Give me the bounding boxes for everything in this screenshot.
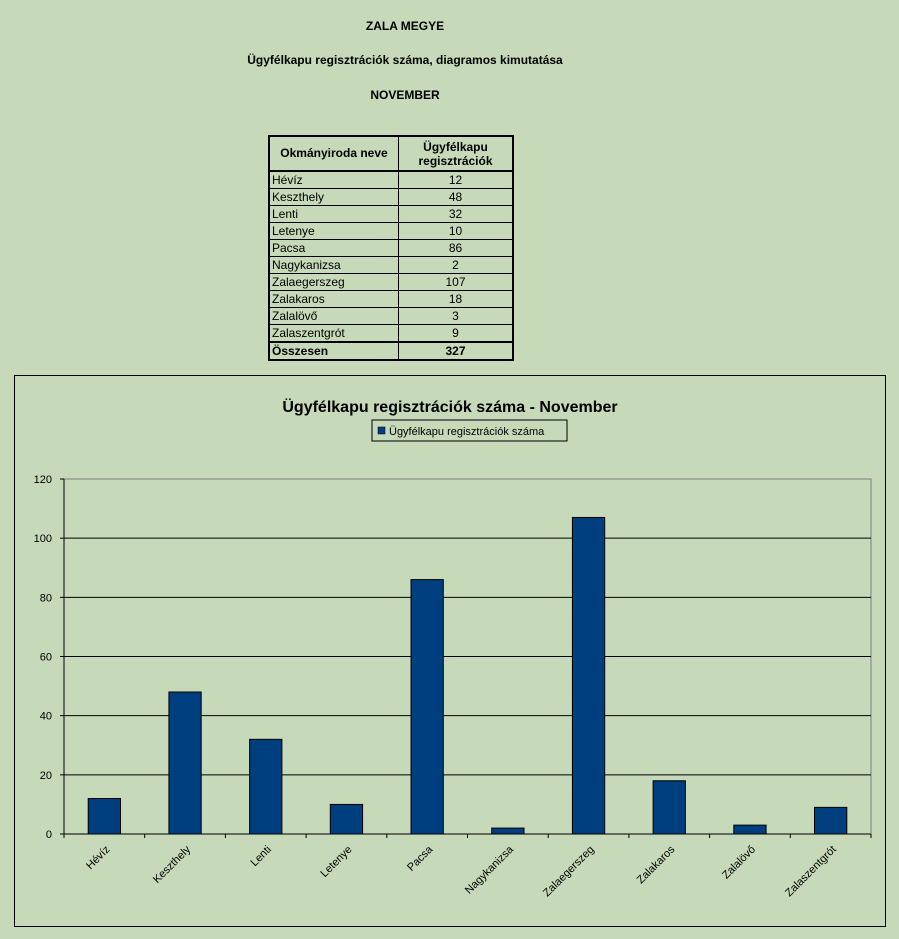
office-name: Zalaegerszeg [269,274,399,291]
registration-count: 2 [399,257,514,274]
registrations-header [399,136,514,171]
office-name-header: Okmányiroda neve [269,136,399,171]
y-tick-label: 60 [39,651,52,664]
total-row [269,342,513,360]
bar [492,828,524,834]
office-name: Lenti [269,206,399,223]
table-row [269,171,513,189]
bar [815,807,847,834]
y-tick-label: 120 [33,474,52,486]
office-name: Keszthely [269,189,399,206]
registration-table [268,135,514,361]
bar [169,692,201,834]
y-tick-label: 0 [45,829,52,841]
office-name: Zalakaros [269,291,399,308]
bar [88,799,120,835]
x-tick-label: Zalakaros [634,843,678,887]
total-value: 327 [399,342,514,360]
office-name: Zalalövő [269,308,399,325]
registration-count: 107 [399,274,514,291]
bar [572,517,604,834]
registration-count: 10 [399,223,514,240]
registration-count: 12 [399,171,514,189]
x-tick-label: Zalaegerszeg [541,843,597,900]
bar-chart [15,376,885,926]
registrations-header-line2: regisztrációk [418,153,493,168]
y-tick-label: 20 [39,769,52,782]
bar [734,825,766,834]
legend-label: Ügyfélkapu regisztrációk száma [389,426,545,438]
bar [250,739,282,834]
x-tick-label: Letenye [318,843,355,880]
y-tick-label: 40 [39,710,52,723]
chart-area [14,375,886,927]
bar [653,781,685,834]
office-name: Letenye [269,223,399,240]
report-subtitle: Ügyfélkapu regisztrációk száma, diagramos kimutatása [247,53,563,67]
legend [372,420,567,441]
office-name: Hévíz [269,171,399,189]
table-row [269,206,513,223]
registration-count: 9 [399,325,514,343]
table-header-row [269,136,513,171]
office-name: Nagykanizsa [269,257,399,274]
x-tick-label: Zalalövő [720,843,759,882]
x-tick-label: Keszthely [150,843,194,886]
registration-count: 3 [399,308,514,325]
month-title: NOVEMBER [370,88,440,102]
total-label: Összesen [269,342,399,360]
y-tick-label: 100 [33,533,52,546]
table-row [269,240,513,257]
x-tick-label: Nagykanizsa [462,843,516,897]
table-row [269,257,513,274]
plot-area [34,474,871,899]
county-title: ZALA MEGYE [365,19,445,33]
registrations-header-line1: Ügyfélkapu [423,139,488,154]
x-tick-label: Zalaszentgrót [783,843,839,900]
table-row [269,291,513,308]
table-row [269,308,513,325]
office-name: Zalaszentgrót [269,325,399,343]
bar [330,804,362,834]
x-tick-label: Lenti [248,843,274,869]
bar [411,580,443,834]
table-row [269,189,513,206]
registration-count: 86 [399,240,514,257]
table-row [269,325,513,343]
y-tick-label: 80 [39,592,52,605]
registration-count: 48 [399,189,514,206]
legend-swatch [378,427,385,434]
chart-title: Ügyfélkapu regisztrációk száma - November [282,399,618,416]
table-row [269,274,513,291]
office-name: Pacsa [269,240,399,257]
registration-count: 18 [399,291,514,308]
x-tick-label: Pacsa [405,843,436,874]
x-tick-label: Hévíz [84,843,113,873]
registration-count: 32 [399,206,514,223]
table-row [269,223,513,240]
